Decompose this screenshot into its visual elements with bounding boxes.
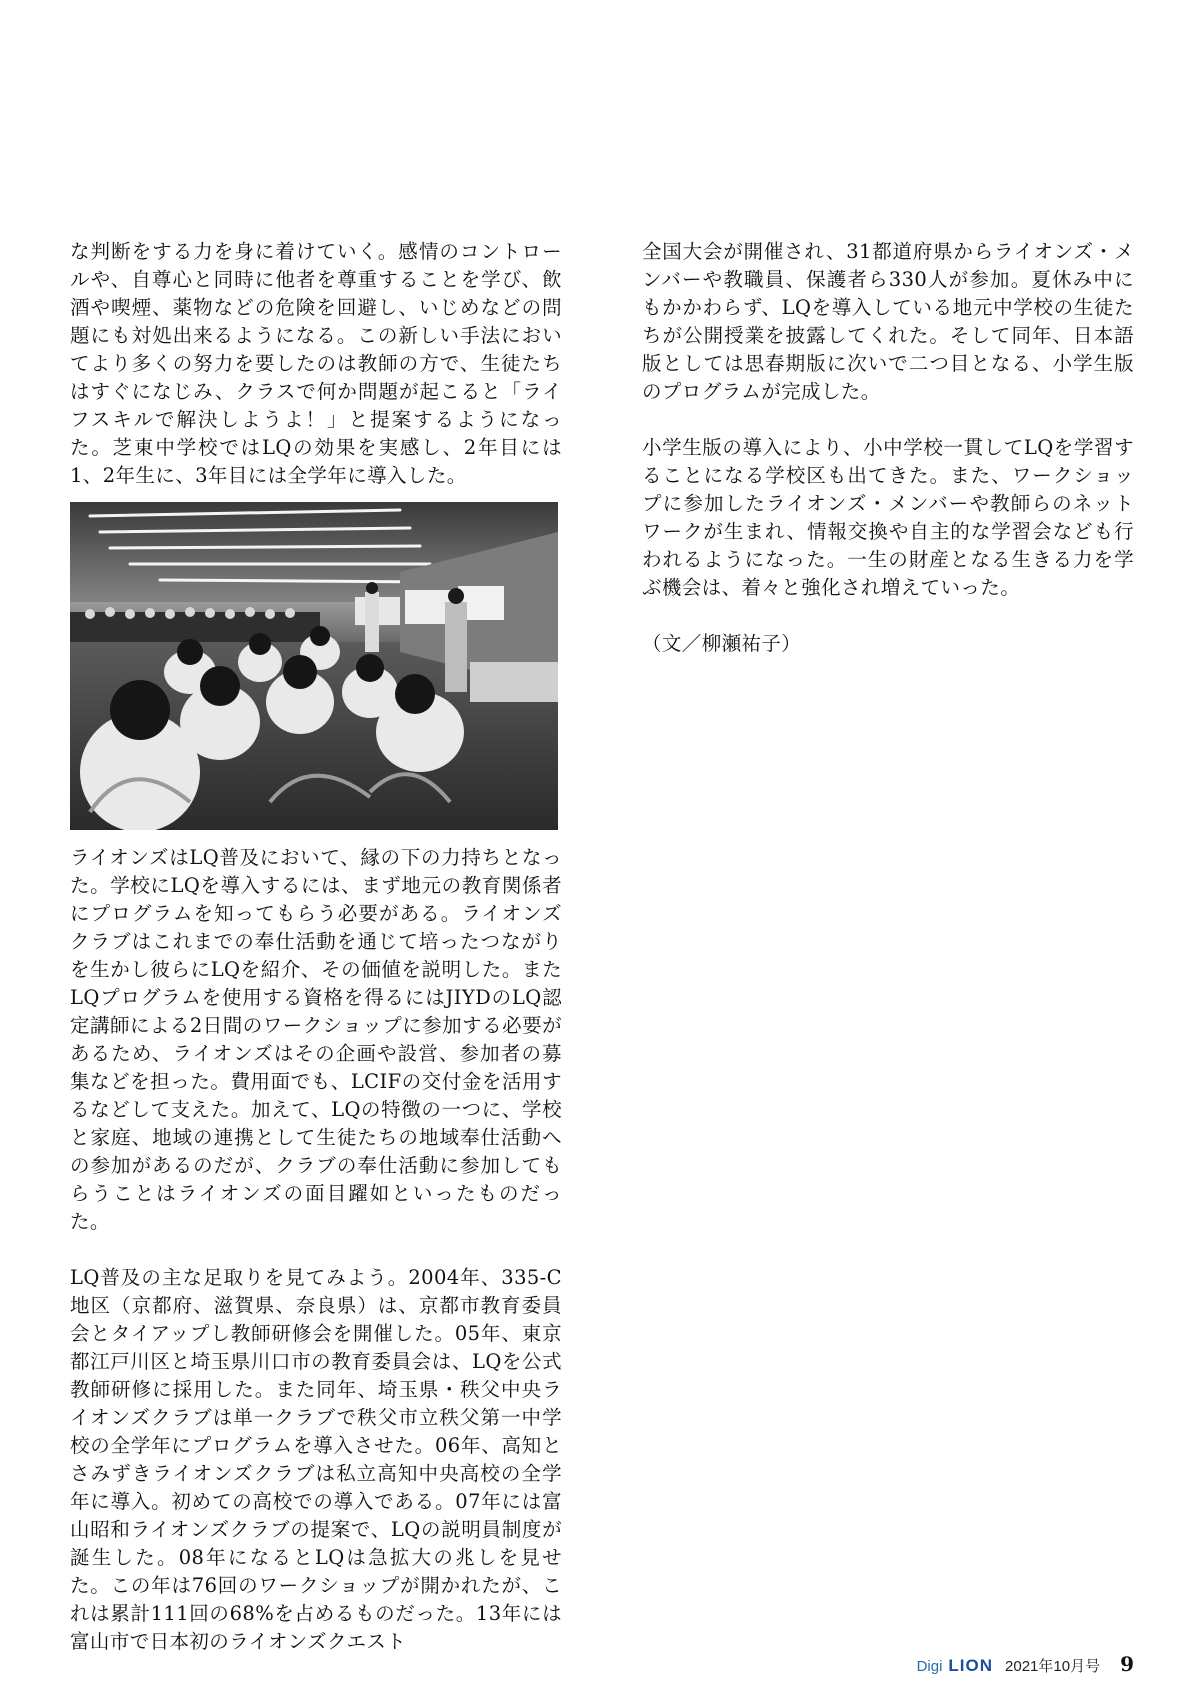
left-column bbox=[70, 238, 562, 1656]
page-footer bbox=[917, 1652, 1134, 1676]
brand-name: LION bbox=[948, 1656, 994, 1675]
classroom-photo bbox=[70, 502, 558, 830]
author-byline: （文／柳瀬祐子） bbox=[642, 632, 802, 655]
body-paragraph: LQ普及の主な足取りを見てみよう。2004年、335-C地区（京都府、滋賀県、奈良県）は、京都市教育委員会とタイアップし教師研修会を開催した。05年、東京都江戸川区と埼玉県川口市の教育委員会は、LQを公式教師研修に採用した。また同年、埼玉県・秩父中央ライオンズクラブは単一クラブで秩父市立秩父第一中学校の全学年にプログラムを導入させた。06年、高知とさみずきライオンズクラブは私立高知中央高校の全学年に導入。初めての高校での導入である。07年には富山昭和ライオンズクラブの提案で、LQの説明員制度が誕生した。08年になるとLQは急拡大の兆しを見せた。この年は76回のワークショップが開かれたが、これは累計111回の68%を占めるものだった。13年には富山市で日本初のライオンズクエスト bbox=[70, 1266, 562, 1653]
issue-label: 2021年10月号 bbox=[1005, 1658, 1101, 1675]
body-paragraph: 小学生版の導入により、小中学校一貫してLQを学習することになる学校区も出てきた。また、ワークショップに参加したライオンズ・メンバーや教師らのネットワークが生まれ、情報交換や自主的な学習会なども行われるようになった。一生の財産となる生きる力を学ぶ機会は、着々と強化され増えていった。 bbox=[642, 436, 1134, 599]
body-paragraph: な判断をする力を身に着けていく。感情のコントロールや、自尊心と同時に他者を尊重することを学び、飲酒や喫煙、薬物などの危険を回避し、いじめなどの問題にも対処出来るようになる。この新しい手法においてより多くの努力を要したのは教師の方で、生徒たちはすぐになじみ、クラスで何か問題が起こると「ライフスキルで解決しようよ！」と提案するようになった。芝東中学校ではLQの効果を実感し、2年目には1、2年生に、3年目には全学年に導入した。 bbox=[70, 240, 562, 487]
page-number: 9 bbox=[1120, 1652, 1134, 1676]
brand-prefix: Digi bbox=[916, 1658, 943, 1675]
body-paragraph: 全国大会が開催され、31都道府県からライオンズ・メンバーや教職員、保護者ら330人が参加。夏休み中にもかかわらず、LQを導入している地元中学校の生徒たちが公開授業を披露してくれた。そして同年、日本語版としては思春期版に次いで二つ目となる、小学生版のプログラムが完成した。 bbox=[642, 240, 1134, 403]
body-paragraph: ライオンズはLQ普及において、縁の下の力持ちとなった。学校にLQを導入するには、まず地元の教育関係者にプログラムを知ってもらう必要がある。ライオンズクラブはこれまでの奉仕活動を通じて培ったつながりを生かし彼らにLQを紹介、その価値を説明した。またLQプログラムを使用する資格を得るにはJIYDのLQ認定講師による2日間のワークショップに参加する必要があるため、ライオンズはその企画や設営、参加者の募集などを担った。費用面でも、LCIFの交付金を活用するなどして支えた。加えて、LQの特徴の一つに、学校と家庭、地域の連携として生徒たちの地域奉仕活動への参加があるのだが、クラブの奉仕活動に参加してもらうことはライオンズの面目躍如といったものだった。 bbox=[70, 846, 562, 1233]
right-column bbox=[642, 238, 1134, 658]
